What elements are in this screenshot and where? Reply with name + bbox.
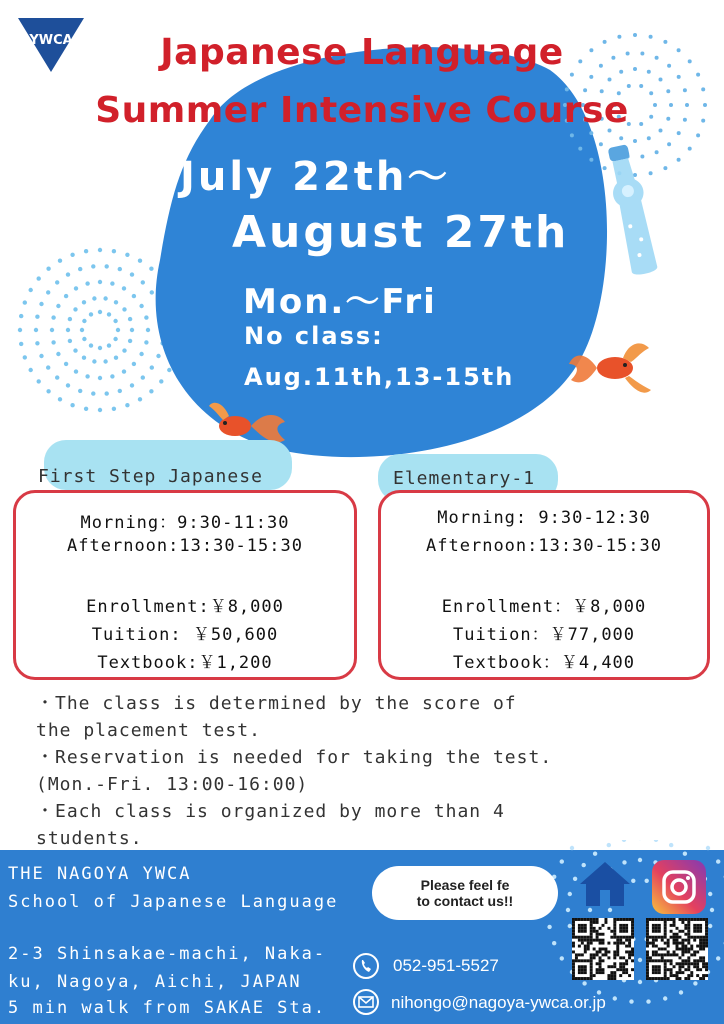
course2-name: Elementary-1 [393, 468, 536, 489]
course1-name: First Step Japanese [38, 466, 263, 487]
notes [36, 690, 664, 852]
logo-text: YWCA [29, 33, 73, 48]
note1-line1: ・The class is determined by the score of [36, 693, 517, 714]
end-date: August 27th [232, 207, 570, 258]
note3-line1: ・Each class is organized by more than 4 [36, 801, 505, 822]
note3-line2: students. [36, 828, 143, 849]
email-address[interactable]: nihongo@nagoya-ywca.or.jp [391, 993, 606, 1012]
home-icon[interactable] [576, 858, 634, 910]
phone-number[interactable]: 052-951-5527 [393, 956, 499, 975]
school-name: School of Japanese Language [8, 892, 339, 912]
course1-morning: Morning：9:30-11:30 [80, 513, 290, 533]
mail-icon [352, 988, 380, 1016]
org-name: THE NAGOYA YWCA [8, 864, 192, 884]
goldfish-right-icon [565, 330, 655, 410]
address-line2: ku, Nagoya, Aichi, JAPAN [8, 972, 302, 992]
ramune-bottle-icon [605, 140, 665, 280]
course2-afternoon: Afternoon:13:30-15:30 [426, 536, 662, 556]
note2-line2: (Mon.-Fri. 13:00-16:00) [36, 774, 309, 795]
no-class-label: No class: [244, 322, 384, 350]
course2-enrollment: Enrollment：￥8,000 [441, 597, 647, 617]
note1-line2: the placement test. [36, 720, 261, 741]
address-line3: 5 min walk from SAKAE Sta. [8, 998, 327, 1018]
course1-afternoon: Afternoon:13:30-15:30 [67, 536, 303, 556]
course1-box [13, 490, 357, 680]
pill-line2: to contact us!! [416, 893, 514, 909]
course2-morning: Morning: 9:30-12:30 [437, 508, 651, 528]
course1-tuition: Tuition: ￥50,600 [91, 625, 279, 645]
pill-line1: Please feel fe [420, 877, 510, 893]
title-line1: Japanese Language [160, 32, 564, 73]
course2-textbook: Textbook：￥4,400 [452, 653, 636, 673]
note2-line1: ・Reservation is needed for taking the test. [36, 747, 553, 768]
no-class-dates: Aug.11th,13-15th [244, 363, 515, 391]
title-line2: Summer Intensive Course [95, 90, 629, 131]
start-date: July 22th～ [180, 154, 451, 200]
address-line1: 2-3 Shinsakae-machi, Naka- [8, 944, 327, 964]
course1-enrollment: Enrollment:￥8,000 [86, 597, 284, 617]
instagram-icon[interactable] [652, 860, 706, 914]
qr-code-home-icon[interactable] [572, 918, 634, 980]
course2-tuition: Tuition：￥77,000 [452, 625, 636, 645]
class-days: Mon.～Fri [243, 282, 437, 322]
phone-icon [352, 952, 380, 980]
course1-textbook: Textbook:￥1,200 [97, 653, 273, 673]
qr-code-instagram-icon[interactable] [646, 918, 708, 980]
contact-pill [372, 866, 558, 920]
course2-box [378, 490, 710, 680]
